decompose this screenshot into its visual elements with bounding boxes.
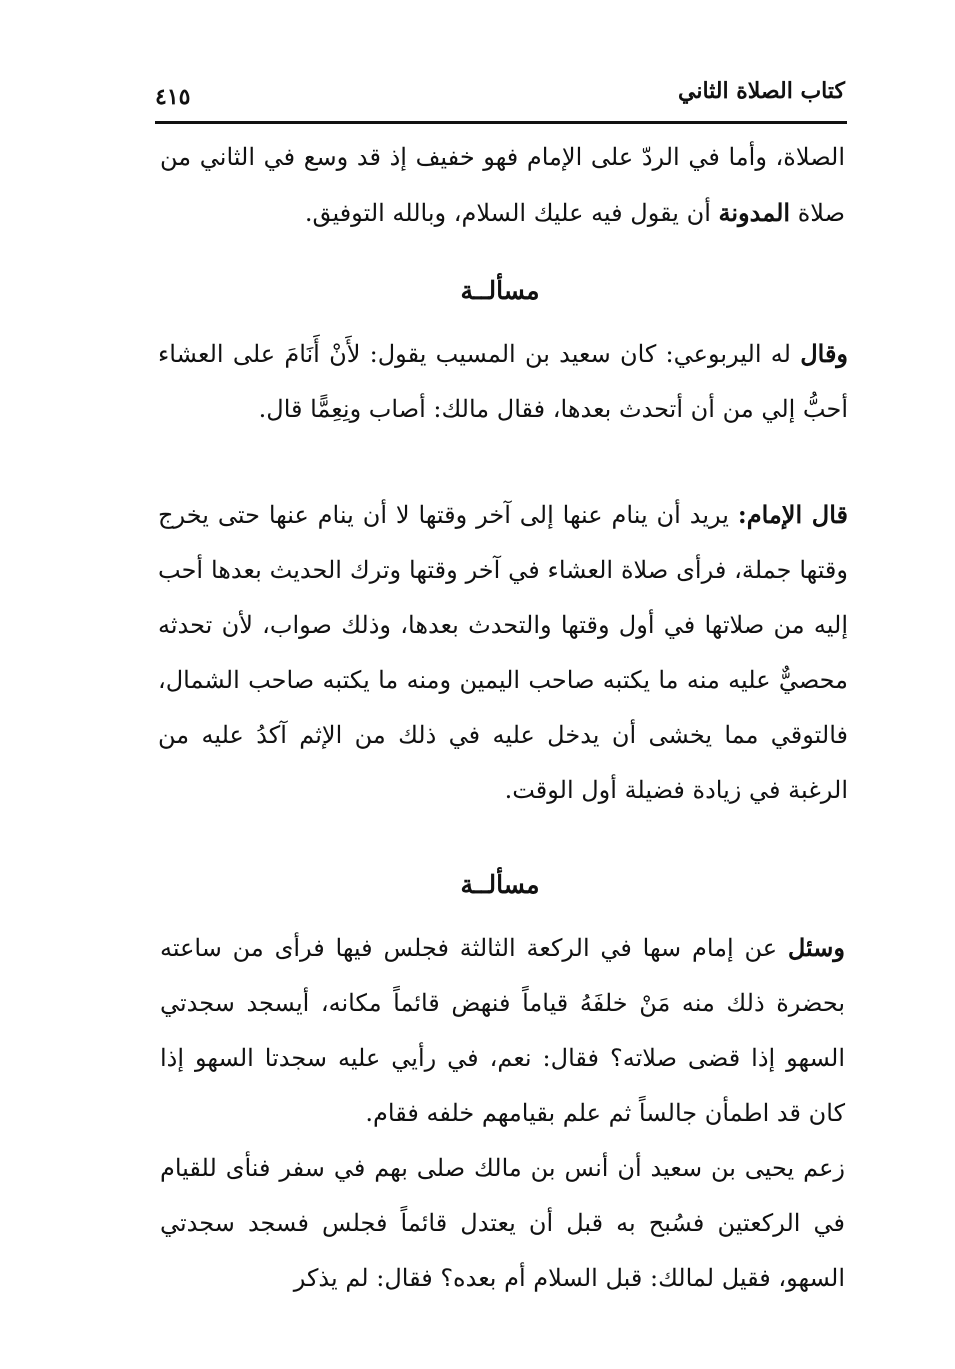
bold-term: وقال — [800, 339, 849, 368]
page-number: ٤١٥ — [155, 84, 191, 110]
paragraph-text: أن يقول فيه عليك السلام، وبالله التوفيق. — [304, 199, 719, 227]
paragraph — [158, 326, 848, 437]
bold-term: وسئل — [787, 933, 845, 962]
header-rule — [155, 121, 847, 124]
question-paragraph — [160, 920, 845, 1306]
bold-term: المدونة — [718, 198, 791, 227]
section-heading: مسألــة — [460, 276, 540, 305]
page-header — [155, 70, 845, 122]
paragraph-text: عن إمام سها في الركعة الثالثة فجلس فيها فرأى من ساعته بحضرة ذلك منه مَنْ خلفَهُ قياماً فنهض قائماً مكانه، أيسجد سجدتي السهو إذا قضى صلاته؟ فقال: نعم، في رأيي عليه سجدتا السهو إذا كان قد اطمأن جالساً ثم علم بقيامهم خلفه فقام. — [160, 934, 845, 1127]
paragraph-text: الصلاة، وأما في الردّ على الإمام فهو خفيف إذ قد وسع في الثاني من صلاة — [160, 143, 845, 227]
paragraph — [160, 920, 845, 1141]
paragraph-text: له اليربوعي: كان سعيد بن المسيب يقول: لأَنْ أَنَامَ على العشاء أحبُّ إلي من أن أتحدث بعدها، فقال مالك: أصاب ونِعِمًّا قال. — [158, 340, 848, 423]
top-paragraph — [160, 130, 845, 241]
paragraph — [160, 130, 845, 241]
paragraph-text: يريد أن ينام عنها إلى آخر وقتها لا أن ينام عنها حتى يخرج وقتها جملة، فرأى صلاة العشاء في آخر وقتها وترك الحديث بعدها أحب إليه من صلاتها في أول وقتها والتحدث بعدها، وذلك صواب، لأن تحدثه محصيٌّ عليه منه ما يكتبه صاحب اليمين ومنه ما يكتبه صاحب الشمال، فالتوقي مما يخشى أن يدخل عليه في ذلك من الإثم آكدُ عليه من الرغبة في زيادة فضيلة أول الوقت. — [158, 501, 848, 804]
section-heading: مسألــة — [460, 870, 540, 899]
question-paragraph — [158, 326, 848, 437]
answer-paragraph — [158, 487, 848, 818]
running-title: كتاب الصلاة الثاني — [677, 78, 845, 104]
bold-term: قال الإمام: — [737, 500, 849, 529]
paragraph — [158, 487, 848, 818]
paragraph: زعم يحيى بن سعيد أن أنس بن مالك صلى بهم في سفر فنأى للقيام في الركعتين فسُبح به قبل أن يعتدل قائماً فجلس فسجد سجدتي السهو، فقيل لمالك: قبل السلام أم بعده؟ فقال: لم يذكر — [160, 1154, 846, 1292]
